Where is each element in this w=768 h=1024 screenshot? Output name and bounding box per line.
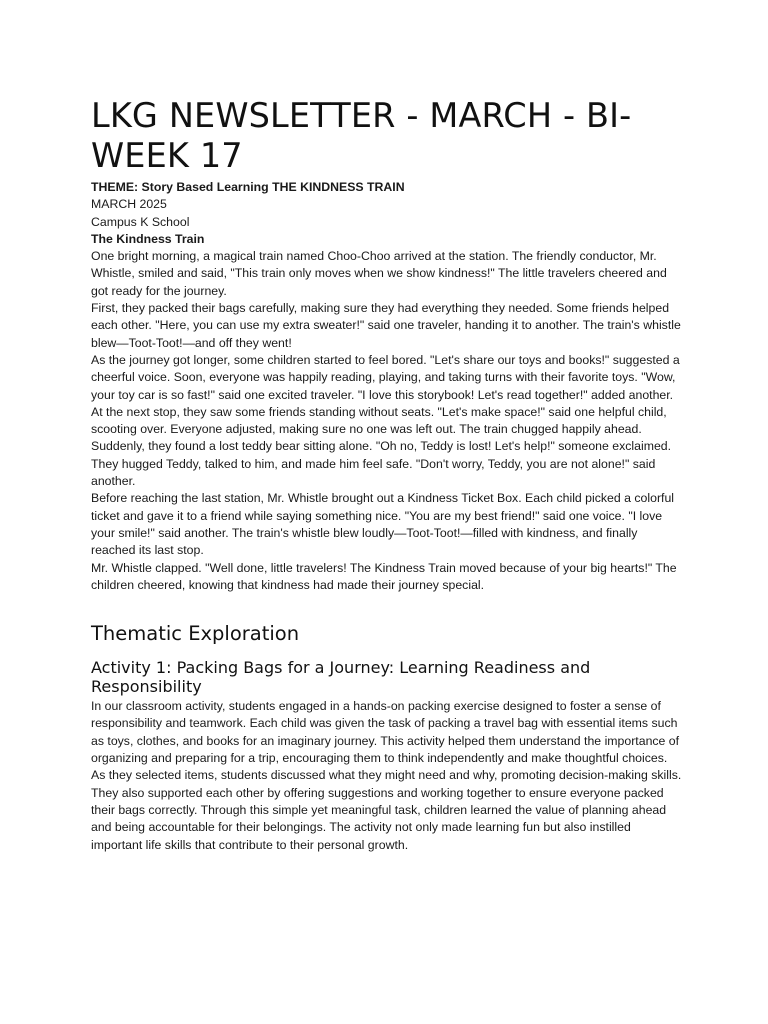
section-heading-thematic-exploration: Thematic Exploration	[91, 622, 300, 646]
activity-paragraph: As they selected items, students discussed what they might need and why, promoting decision-making skills. They also supported each other by offering suggestions and working together to ensure everyone packed their bags correctly. Through this simple yet meaningful task, children learned the value of planning ahead and being accountable for their belongings. The activity not only made learning fun but also instilled important life skills that contribute to their personal growth.	[91, 768, 682, 852]
story-paragraph: Suddenly, they found a lost teddy bear sitting alone. "Oh no, Teddy is lost! Let's help!" someone exclaimed. They hugged Teddy, talked to him, and made him feel safe. "Don't worry, Teddy, you are not alone!" said another.	[91, 439, 672, 489]
story-paragraph: One bright morning, a magical train named Choo-Choo arrived at the station. The friendly conductor, Mr. Whistle, smiled and said, "This train only moves when we show kindness!" The little travelers cheered and got ready for the journey.	[91, 249, 667, 298]
story-title: The Kindness Train	[91, 231, 205, 246]
story-paragraph: Before reaching the last station, Mr. Whistle brought out a Kindness Ticket Box. Each child picked a colorful ticket and gave it to a friend while saying something nice. "You are my best friend!" said one voice. "I love your smile!" said another. The train's whistle blew loudly—Toot-Toot!—filled with kindness, and finally reached its last stop.	[91, 491, 675, 558]
story-paragraph: First, they packed their bags carefully, making sure they had everything they needed. Some friends helped each other. "Here, you can use my extra sweater!" said one traveler, handing it to another. The train's whistle blew—Toot-Toot!—and off they went!	[91, 301, 681, 350]
campus-line: Campus K School	[91, 214, 190, 229]
activity-1-heading: Activity 1: Packing Bags for a Journey: Learning Readiness and Responsibility	[91, 658, 591, 697]
activity-1-body	[91, 698, 683, 854]
story-paragraph: As the journey got longer, some children started to feel bored. "Let's share our toys and books!" suggested a cheerful voice. Soon, everyone was happily reading, playing, and taking turns with their favorite toys. "Wow, your toy car is so fast!" said one excited traveler. "I love this storybook! Let's read together!" added another.	[91, 352, 680, 402]
page-title: LKG NEWSLETTER - MARCH - BI-WEEK 17	[91, 96, 632, 175]
story-paragraph: Mr. Whistle clapped. "Well done, little travelers! The Kindness Train moved because of your big hearts!" The children cheered, knowing that kindness had made their journey special.	[91, 560, 677, 592]
newsletter-page	[91, 96, 683, 854]
story-body	[91, 248, 683, 594]
theme-line: THEME: Story Based Learning THE KINDNESS TRAIN	[91, 180, 405, 194]
date-line: MARCH 2025	[91, 197, 167, 212]
activity-paragraph: In our classroom activity, students engaged in a hands-on packing exercise designed to foster a sense of responsibility and teamwork. Each child was given the task of packing a travel bag with essential items such as toys, clothes, and books for an imaginary journey. This activity helped them understand the importance of organizing and preparing for a trip, encouraging them to think independently and make thoughtful choices.	[91, 699, 680, 766]
story-paragraph: At the next stop, they saw some friends standing without seats. "Let's make space!" said one helpful child, scooting over. Everyone adjusted, making sure no one was left out. The train chugged happily ahead.	[91, 404, 667, 437]
